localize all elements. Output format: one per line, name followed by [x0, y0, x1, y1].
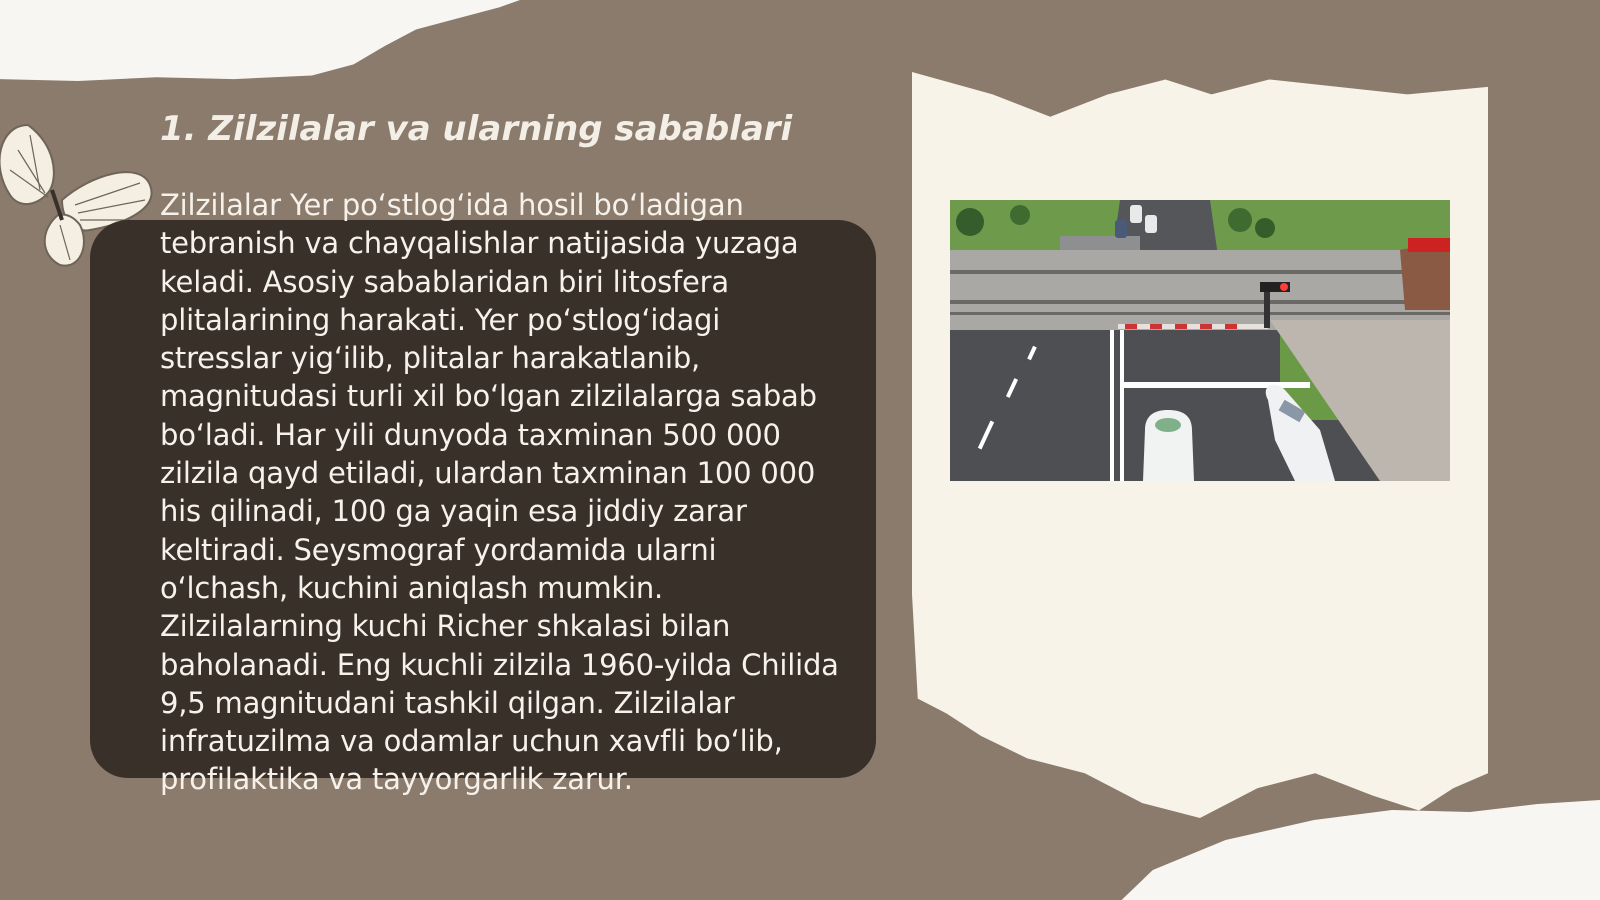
slide-title: 1. Zilzilalar va ularning sabablari: [160, 109, 793, 149]
railway-crossing-image: [950, 200, 1450, 481]
torn-paper-top-left: [0, 0, 520, 92]
torn-paper-bottom-right: [1080, 800, 1600, 900]
slide-body-text: Zilzilalar Yer po‘stlog‘ida hosil bo‘ladigan tebranish va chayqalishlar natijasida yuzaga keladi. Asosiy sabablaridan biri litosfera plitalarining harakati. Yer po‘stlog‘idagi stresslar yig‘ilib, plitalar harakatlanib, magnitudasi turli xil bo‘lgan zilzilalarga sabab bo‘ladi. Har yili dunyoda taxminan 500 000 zilzila qayd etiladi, ulardan taxminan 100 000 his qilinadi, 100 ga yaqin esa jiddiy zarar keltiradi. Seysmograf yordamida ularni o‘lchash, kuchini aniqlash mumkin. Zilzilalarning kuchi Richer shkalasi bilan baholanadi. Eng kuchli zilzila 1960-yilda Chilida 9,5 magnitudani tashkil qilgan. Zilzilalar infratuzilma va odamlar uchun xavfli bo‘lib, profilaktika va tayyorgarlik zarur.: [160, 188, 839, 797]
